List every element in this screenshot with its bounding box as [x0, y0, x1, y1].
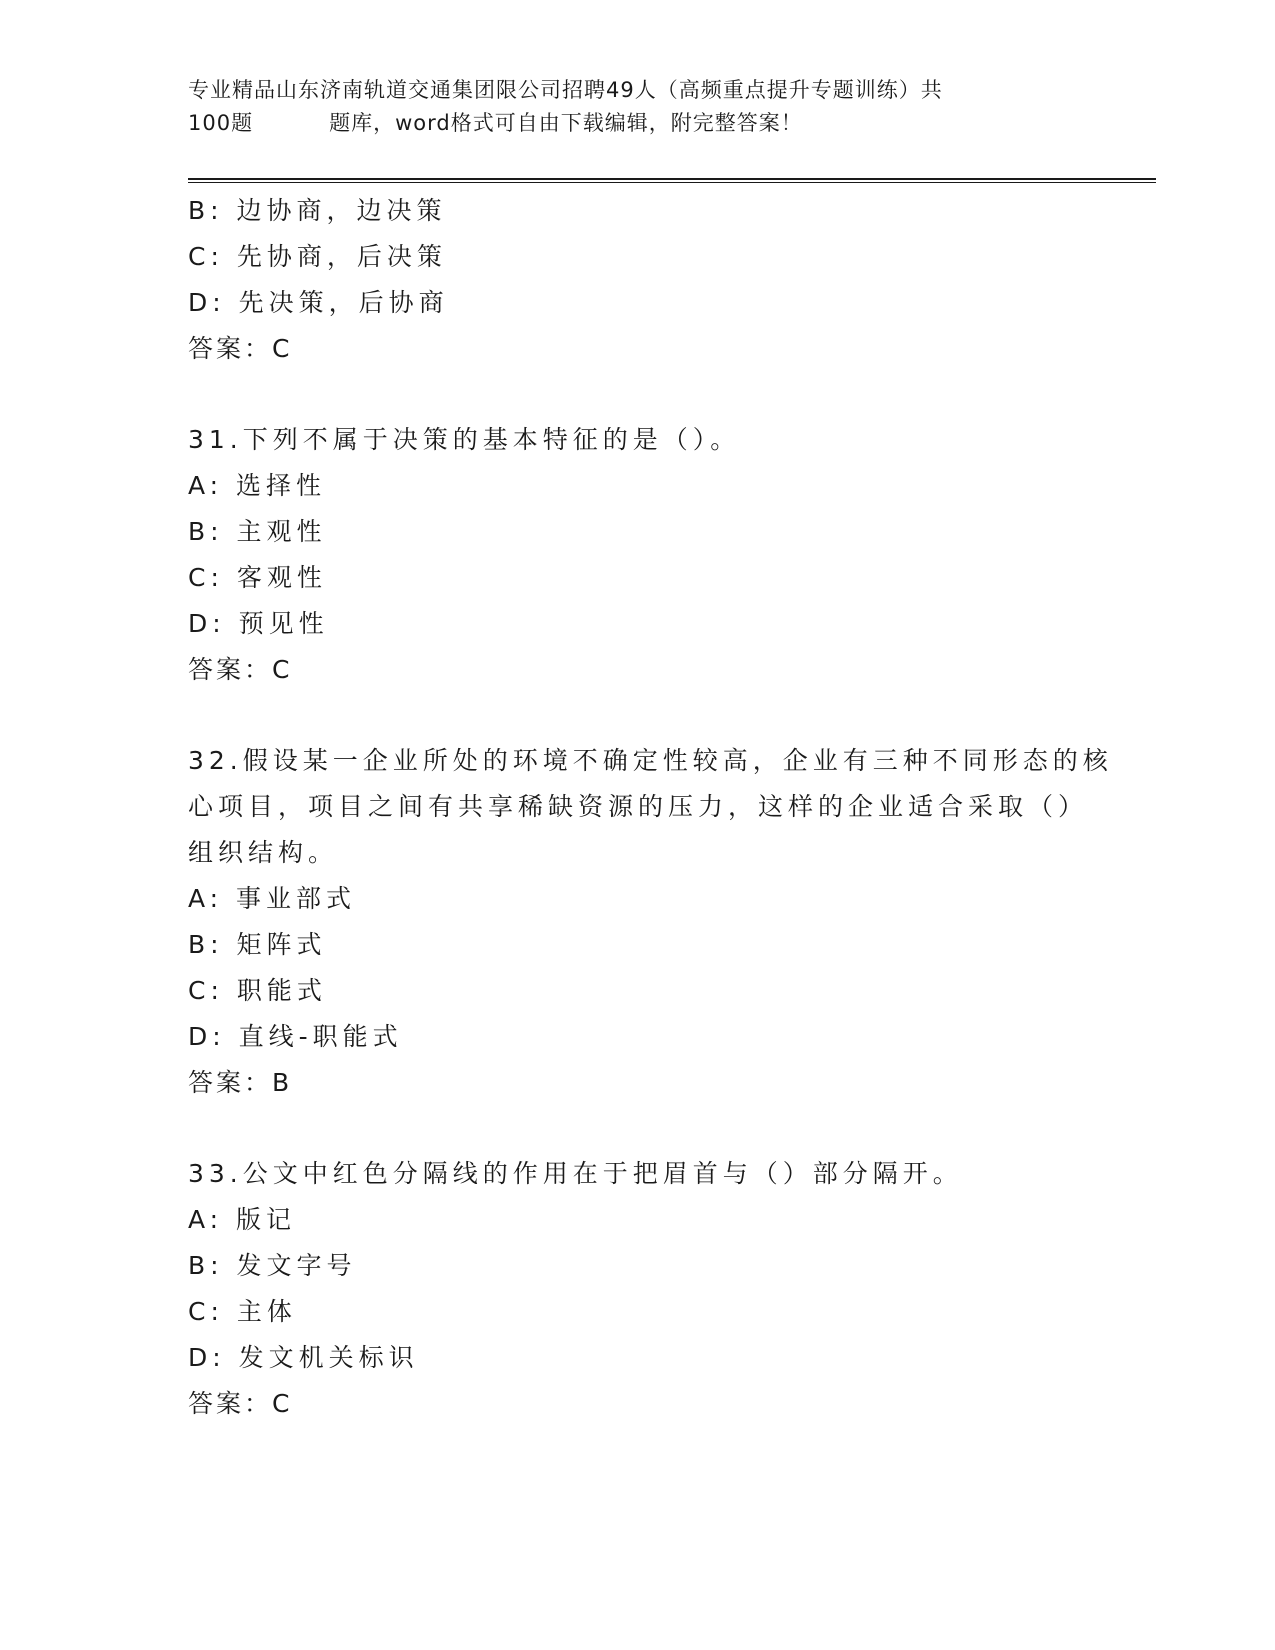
header-title-line-2: [188, 107, 1068, 140]
answer-line: 答案：B: [188, 1068, 293, 1097]
option-a: A: 选择性: [188, 471, 327, 500]
answer-line: 答案：C: [188, 655, 293, 684]
question-stem: 33.公文中红色分隔线的作用在于把眉首与（）部分隔开。: [188, 1159, 963, 1188]
header-divider-thick: [188, 178, 1156, 180]
option-d: D: 发文机关标识: [188, 1343, 419, 1372]
option-c: C: 先协商，后决策: [188, 242, 447, 271]
option-c: C: 客观性: [188, 563, 327, 592]
option-c: C: 主体: [188, 1297, 297, 1326]
question-block-31: [188, 417, 1088, 693]
document-header: [188, 74, 1068, 140]
header-divider-thin: [188, 182, 1156, 183]
header-title-line-1: 专业精品山东济南轨道交通集团限公司招聘49人（高频重点提升专题训练）共: [188, 78, 943, 102]
header-question-count: 100题: [188, 111, 254, 135]
option-a: A: 事业部式: [188, 884, 357, 913]
option-c: C: 职能式: [188, 976, 327, 1005]
option-d: D: 直线-职能式: [188, 1022, 403, 1051]
previous-question-block: [188, 188, 1088, 372]
question-stem: 31.下列不属于决策的基本特征的是（）。: [188, 425, 741, 454]
option-b: B: 矩阵式: [188, 930, 327, 959]
question-block-32: [188, 738, 1113, 1106]
question-content: [188, 188, 1113, 1427]
question-stem: 32.假设某一企业所处的环境不确定性较高，企业有三种不同形态的核: [188, 746, 1113, 775]
question-stem-continued: 心项目，项目之间有共享稀缺资源的压力，这样的企业适合采取（）: [188, 792, 1089, 821]
question-stem-continued: 组织结构。: [188, 838, 339, 867]
option-d: D: 先决策，后协商: [188, 288, 449, 317]
option-d: D: 预见性: [188, 609, 329, 638]
question-block-33: [188, 1151, 1088, 1427]
answer-line: 答案：C: [188, 1389, 293, 1418]
option-b: B: 发文字号: [188, 1251, 357, 1280]
option-a: A: 版记: [188, 1205, 297, 1234]
option-b: B: 边协商，边决策: [188, 196, 447, 225]
answer-line: 答案：C: [188, 334, 293, 363]
header-description: 题库，word格式可自由下载编辑，附完整答案！: [329, 111, 803, 135]
option-b: B: 主观性: [188, 517, 327, 546]
